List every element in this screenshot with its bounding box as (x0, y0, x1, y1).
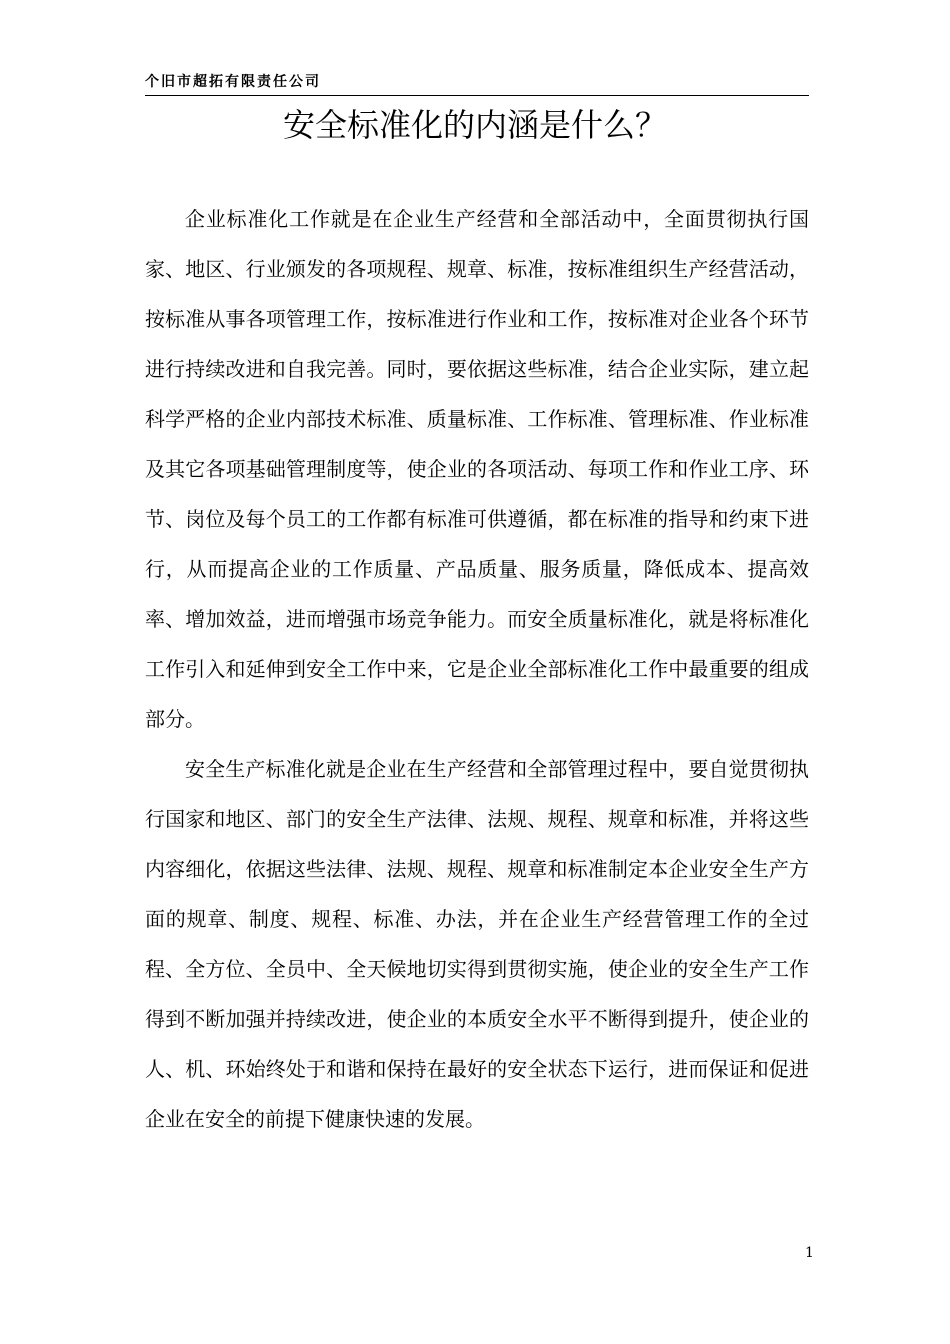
document-title: 安全标准化的内涵是什么？ (282, 106, 667, 144)
document-body (145, 194, 809, 1144)
paragraph-enterprise-standardization: 企业标准化工作就是在企业生产经营和全部活动中，全面贯彻执行国家、地区、行业颁发的各项规程、规章、标准，按标准组织生产经营活动，按标准从事各项管理工作，按标准进行作业和工作，按标准对企业各个环节进行持续改进和自我完善。同时，要依据这些标准，结合企业实际，建立起科学严格的企业内部技术标准、质量标准、工作标准、管理标准、作业标准及其它各项基础管理制度等，使企业的各项活动、每项工作和作业工序、环节、岗位及每个员工的工作都有标准可供遵循，都在标准的指导和约束下进行，从而提高企业的工作质量、产品质量、服务质量，降低成本、提高效率、增加效益，进而增强市场竞争能力。而安全质量标准化，就是将标准化工作引入和延伸到安全工作中来，它是企业全部标准化工作中最重要的组成部分。 (145, 207, 809, 731)
company-name: 个旧市超拓有限责任公司 (145, 74, 321, 90)
page-header (145, 68, 809, 96)
page-number: 1 (805, 1245, 814, 1261)
paragraph-safety-standardization: 安全生产标准化就是企业在生产经营和全部管理过程中，要自觉贯彻执行国家和地区、部门的安全生产法律、法规、规程、规章和标准，并将这些内容细化，依据这些法律、法规、规程、规章和标准制定本企业安全生产方面的规章、制度、规程、标准、办法，并在企业生产经营管理工作的全过程、全方位、全员中、全天候地切实得到贯彻实施，使企业的安全生产工作得到不断加强并持续改进，使企业的本质安全水平不断得到提升，使企业的人、机、环始终处于和谐和保持在最好的安全状态下运行，进而保证和促进企业在安全的前提下健康快速的发展。 (145, 757, 809, 1131)
